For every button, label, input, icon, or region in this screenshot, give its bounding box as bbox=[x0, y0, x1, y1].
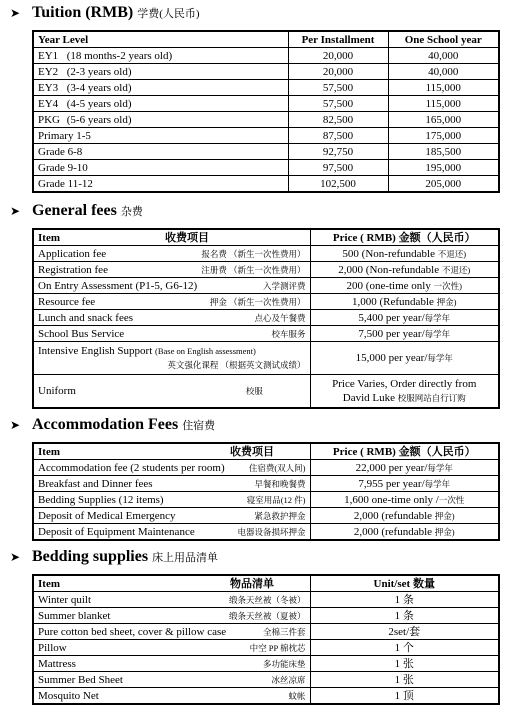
unit-cell: 1 张 bbox=[310, 656, 499, 672]
item-cell: Winter quilt 缎条天丝被（冬被） bbox=[33, 592, 310, 608]
per-installment-cell: 57,500 bbox=[288, 80, 388, 96]
table-row bbox=[33, 160, 499, 176]
school-year-cell: 40,000 bbox=[388, 64, 499, 80]
price-cell: 2,000 (Non-refundable 不退还) bbox=[310, 262, 499, 278]
item-cell: On Entry Assessment (P1-5, G6-12) 入学测评费 bbox=[33, 278, 310, 294]
column-header: Item 物品清单 bbox=[33, 575, 310, 592]
table-row bbox=[33, 608, 499, 624]
table-row bbox=[33, 64, 499, 80]
accommodation-table bbox=[32, 442, 500, 541]
per-installment-cell: 82,500 bbox=[288, 112, 388, 128]
table-header-row bbox=[33, 575, 499, 592]
per-installment-cell: 87,500 bbox=[288, 128, 388, 144]
table-row bbox=[33, 688, 499, 705]
column-header: Item 收费项目 bbox=[33, 443, 310, 460]
per-installment-cell: 20,000 bbox=[288, 64, 388, 80]
table-row bbox=[33, 144, 499, 160]
item-cell: Summer Bed Sheet 冰丝凉席 bbox=[33, 672, 310, 688]
table-row: Uniform 校服 Price Varies, Order directly from David Luke 校服网站自行订购 bbox=[33, 375, 499, 409]
price-cell: 1,600 one-time only /一次性 bbox=[310, 492, 499, 508]
table-row bbox=[33, 310, 499, 326]
table-row bbox=[33, 96, 499, 112]
table-row bbox=[33, 326, 499, 342]
table-row bbox=[33, 524, 499, 541]
price-cell: 7,500 per year/每学年 bbox=[310, 326, 499, 342]
price-cell: 22,000 per year/每学年 bbox=[310, 460, 499, 476]
item-cell: Bedding Supplies (12 items) 寝室用品(12 件) bbox=[33, 492, 310, 508]
item-cell: Pure cotton bed sheet, cover & pillow case 全棉三件套 bbox=[33, 624, 310, 640]
school-year-cell: 205,000 bbox=[388, 176, 499, 193]
table-header-row bbox=[33, 443, 499, 460]
table-row bbox=[33, 460, 499, 476]
item-cell: School Bus Service 校车服务 bbox=[33, 326, 310, 342]
item-cell: Mattress 多功能床垫 bbox=[33, 656, 310, 672]
column-header: One School year bbox=[388, 31, 499, 48]
year-level-cell: Grade 6-8 bbox=[33, 144, 288, 160]
year-level-cell: EY4 (4-5 years old) bbox=[33, 96, 288, 112]
year-level-cell: PKG (5-6 years old) bbox=[33, 112, 288, 128]
item-cell: Breakfast and Dinner fees 早餐和晚餐费 bbox=[33, 476, 310, 492]
table-row bbox=[33, 80, 499, 96]
table-row bbox=[33, 112, 499, 128]
unit-cell: 2set/套 bbox=[310, 624, 499, 640]
table-row: Intensive English Support (Base on English assessment) 英文强化课程 （根据英文测试成绩） 15,000 per year/每学年 bbox=[33, 342, 499, 375]
per-installment-cell: 97,500 bbox=[288, 160, 388, 176]
item-cell: Lunch and snack fees 点心及午餐费 bbox=[33, 310, 310, 326]
accommodation-title: ➤ Accommodation Fees 住宿费 bbox=[10, 416, 216, 433]
item-cell: Deposit of Medical Emergency 紧急救护押金 bbox=[33, 508, 310, 524]
year-level-cell: Grade 9-10 bbox=[33, 160, 288, 176]
table-row bbox=[33, 624, 499, 640]
table-row bbox=[33, 476, 499, 492]
price-cell: 2,000 (refundable 押金) bbox=[310, 508, 499, 524]
bullet-arrow-icon: ➤ bbox=[10, 204, 21, 218]
column-header: Price ( RMB) 金额（人民币） bbox=[310, 443, 499, 460]
table-row bbox=[33, 176, 499, 193]
general-fees-title: ➤ General fees 杂费 bbox=[10, 202, 143, 219]
column-header: Price ( RMB) 金额（人民币） bbox=[310, 229, 499, 246]
unit-cell: 1 顶 bbox=[310, 688, 499, 705]
per-installment-cell: 102,500 bbox=[288, 176, 388, 193]
price-cell: 500 (Non-refundable 不退还) bbox=[310, 246, 499, 262]
item-cell: Mosquito Net 蚊帐 bbox=[33, 688, 310, 705]
year-level-cell: EY1 (18 months-2 years old) bbox=[33, 48, 288, 64]
item-cell: Accommodation fee (2 students per room) 住宿费(双人间) bbox=[33, 460, 310, 476]
item-cell: Summer blanket 缎条天丝被（夏被） bbox=[33, 608, 310, 624]
year-level-cell: Primary 1-5 bbox=[33, 128, 288, 144]
year-level-cell: EY2 (2-3 years old) bbox=[33, 64, 288, 80]
table-row bbox=[33, 262, 499, 278]
unit-cell: 1 个 bbox=[310, 640, 499, 656]
school-year-cell: 115,000 bbox=[388, 96, 499, 112]
year-level-cell: EY3 (3-4 years old) bbox=[33, 80, 288, 96]
price-cell: 200 (one-time only 一次性) bbox=[310, 278, 499, 294]
tuition-table bbox=[32, 30, 500, 193]
item-cell: Deposit of Equipment Maintenance 电器设备损坏押金 bbox=[33, 524, 310, 541]
table-header-row bbox=[33, 229, 499, 246]
tuition-title: ➤ Tuition (RMB) 学费(人民币) bbox=[10, 4, 200, 21]
column-header: Year Level bbox=[33, 31, 288, 48]
school-year-cell: 40,000 bbox=[388, 48, 499, 64]
table-row bbox=[33, 128, 499, 144]
year-level-cell: Grade 11-12 bbox=[33, 176, 288, 193]
per-installment-cell: 20,000 bbox=[288, 48, 388, 64]
column-header: Per Installment bbox=[288, 31, 388, 48]
price-cell: 7,955 per year/每学年 bbox=[310, 476, 499, 492]
price-cell: 2,000 (refundable 押金) bbox=[310, 524, 499, 541]
table-row bbox=[33, 492, 499, 508]
school-year-cell: 165,000 bbox=[388, 112, 499, 128]
school-year-cell: 115,000 bbox=[388, 80, 499, 96]
item-cell: Pillow 中空 PP 棉枕芯 bbox=[33, 640, 310, 656]
per-installment-cell: 92,750 bbox=[288, 144, 388, 160]
unit-cell: 1 张 bbox=[310, 672, 499, 688]
bedding-table bbox=[32, 574, 500, 705]
table-row bbox=[33, 48, 499, 64]
table-row bbox=[33, 278, 499, 294]
unit-cell: 1 条 bbox=[310, 592, 499, 608]
school-year-cell: 185,500 bbox=[388, 144, 499, 160]
bedding-title: ➤ Bedding supplies 床上用品清单 bbox=[10, 548, 219, 565]
item-cell: Resource fee 押金 （新生一次性费用） bbox=[33, 294, 310, 310]
unit-cell: 1 条 bbox=[310, 608, 499, 624]
column-header: Unit/set 数量 bbox=[310, 575, 499, 592]
price-cell: 5,400 per year/每学年 bbox=[310, 310, 499, 326]
school-year-cell: 195,000 bbox=[388, 160, 499, 176]
bullet-arrow-icon: ➤ bbox=[10, 6, 21, 20]
school-year-cell: 175,000 bbox=[388, 128, 499, 144]
table-row bbox=[33, 592, 499, 608]
table-row bbox=[33, 294, 499, 310]
bullet-arrow-icon: ➤ bbox=[10, 550, 21, 564]
table-row bbox=[33, 246, 499, 262]
column-header: Item 收费项目 bbox=[33, 229, 310, 246]
bullet-arrow-icon: ➤ bbox=[10, 418, 21, 432]
item-cell: Registration fee 注册费 （新生一次性费用） bbox=[33, 262, 310, 278]
per-installment-cell: 57,500 bbox=[288, 96, 388, 112]
table-header-row bbox=[33, 31, 499, 48]
price-cell: 1,000 (Refundable 押金) bbox=[310, 294, 499, 310]
item-cell: Application fee 报名费 （新生一次性费用） bbox=[33, 246, 310, 262]
table-row bbox=[33, 672, 499, 688]
table-row bbox=[33, 508, 499, 524]
table-row bbox=[33, 656, 499, 672]
general-fees-table bbox=[32, 228, 500, 409]
table-row bbox=[33, 640, 499, 656]
